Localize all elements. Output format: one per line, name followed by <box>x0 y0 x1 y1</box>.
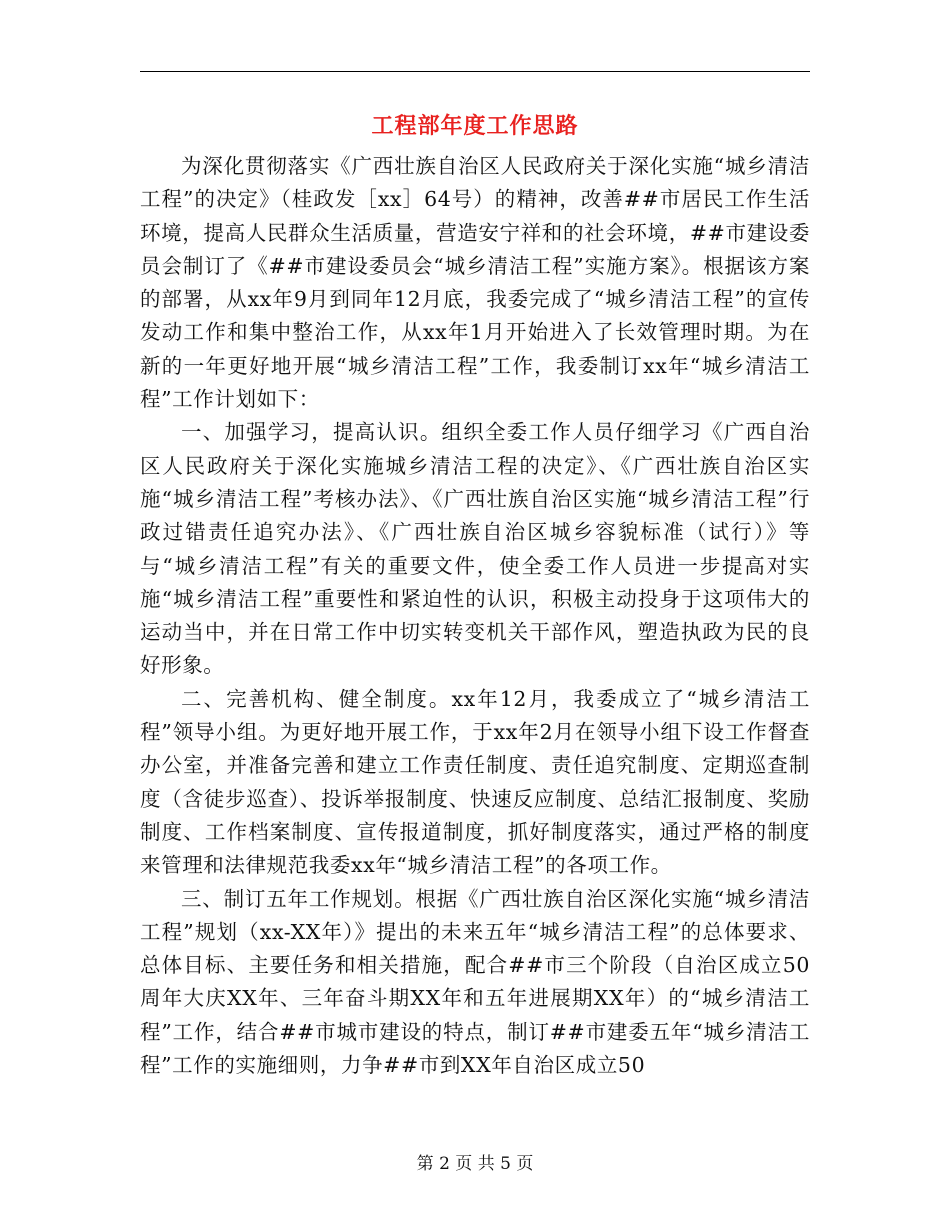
paragraph-section-3: 三、制订五年工作规划。根据《广西壮族自治区深化实施“城乡清洁工程”规划（xx-XX年）》提出的未来五年“城乡清洁工程”的总体要求、总体目标、主要任务和相关措施，配合##市三个阶段（自治区成立50周年大庆XX年、三年奋斗期XX年和五年进展期XX年）的“城乡清洁工程”工作，结合##市城市建设的特点，制订##市建委五年“城乡清洁工程”工作的实施细则，力争##市到XX年自治区成立50 <box>140 886 810 1078</box>
footer-total-pages: 5 <box>500 1154 511 1174</box>
header-rule <box>140 71 810 72</box>
footer-mid: 页 共 <box>455 1154 495 1174</box>
page-footer <box>0 1152 950 1176</box>
footer-suffix: 页 <box>516 1154 534 1174</box>
footer-prefix: 第 <box>416 1154 434 1174</box>
footer-current-page: 2 <box>439 1154 450 1174</box>
document-body <box>140 150 810 1082</box>
document-title: 工程部年度工作思路 <box>371 113 579 139</box>
paragraph-section-2: 二、完善机构、健全制度。xx年12月，我委成立了“城乡清洁工程”领导小组。为更好地开展工作，于xx年2月在领导小组下设工作督查办公室，并准备完善和建立工作责任制度、责任追究制度、定期巡查制度（含徒步巡查）、投诉举报制度、快速反应制度、总结汇报制度、奖励制度、工作档案制度、宣传报道制度，抓好制度落实，通过严格的制度来管理和法律规范我委xx年“城乡清洁工程”的各项工作。 <box>140 686 810 878</box>
paragraph-intro: 为深化贯彻落实《广西壮族自治区人民政府关于深化实施“城乡清洁工程”的决定》（桂政发［xx］64号）的精神，改善##市居民工作生活环境，提高人民群众生活质量，营造安宁祥和的社会环境，##市建设委员会制订了《##市建设委员会“城乡清洁工程”实施方案》。根据该方案的部署，从xx年9月到同年12月底，我委完成了“城乡清洁工程”的宣传发动工作和集中整治工作，从xx年1月开始进入了长效管理时期。为在新的一年更好地开展“城乡清洁工程”工作，我委制订xx年“城乡清洁工程”工作计划如下： <box>140 154 810 412</box>
paragraph-section-1: 一、加强学习，提高认识。组织全委工作人员仔细学习《广西自治区人民政府关于深化实施城乡清洁工程的决定》、《广西壮族自治区实施“城乡清洁工程”考核办法》、《广西壮族自治区实施“城乡清洁工程”行政过错责任追究办法》、《广西壮族自治区城乡容貌标准（试行）》等与“城乡清洁工程”有关的重要文件，使全委工作人员进一步提高对实施“城乡清洁工程”重要性和紧迫性的认识，积极主动投身于这项伟大的运动当中，并在日常工作中切实转变机关干部作风，塑造执政为民的良好形象。 <box>140 420 810 678</box>
